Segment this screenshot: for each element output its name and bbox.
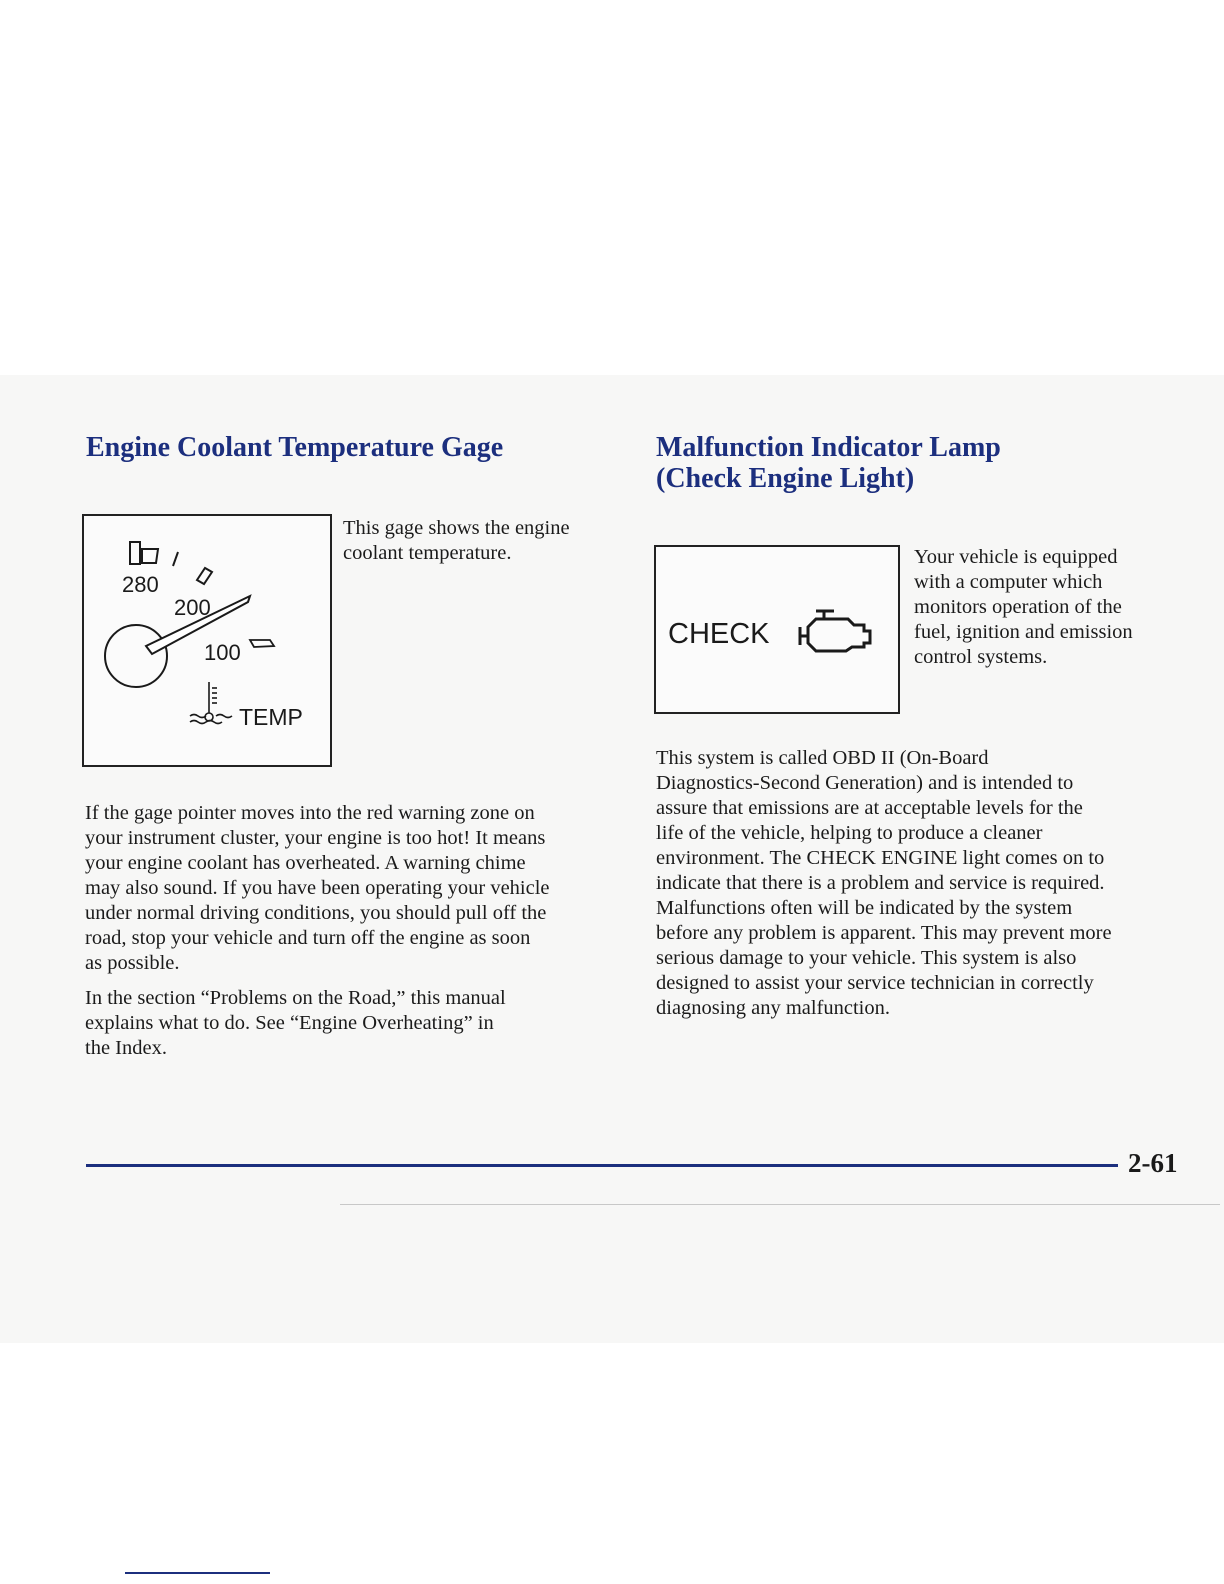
see-index-paragraph [85,986,630,1061]
scale-label-100: 100 [204,640,241,665]
paragraph-line: In the section “Problems on the Road,” this manual [85,987,506,1009]
obd-ii-paragraph [656,746,1201,1021]
gage-dial-hub [105,625,167,687]
mil-caption-line: Your vehicle is equipped [914,546,1118,568]
paragraph-line: indicate that there is a problem and service is required. [656,872,1105,894]
paragraph-line: as possible. [85,952,180,974]
footer-shadow-rule [340,1204,1220,1205]
paragraph-line: life of the vehicle, helping to produce a cleaner [656,822,1043,844]
bottom-mark [125,1572,270,1574]
overheat-coolant-icon [130,542,178,566]
cold-coolant-icon [250,640,274,647]
paragraph-line: the Index. [85,1037,167,1059]
footer-rule [86,1164,1118,1167]
paragraph-line: your instrument cluster, your engine is too hot! It means [85,827,546,849]
section-subheading-check-engine: (Check Engine Light) [656,463,915,494]
mil-caption-line: with a computer which [914,571,1103,593]
paragraph-line: If the gage pointer moves into the red warning zone on [85,802,535,824]
paragraph-line: explains what to do. See “Engine Overheating” in [85,1012,494,1034]
section-heading-coolant-gage: Engine Coolant Temperature Gage [86,432,504,463]
paragraph-line: Diagnostics-Second Generation) and is intended to [656,772,1074,794]
scale-label-280: 280 [122,572,159,597]
paragraph-line: assure that emissions are at acceptable levels for the [656,797,1083,819]
paragraph-line: diagnosing any malfunction. [656,997,890,1019]
mil-caption [914,545,1194,670]
gage-caption [343,516,613,566]
paragraph-line: under normal driving conditions, you should pull off the [85,902,547,924]
page-number: 2-61 [1128,1148,1178,1178]
gage-label-temp: TEMP [239,704,303,730]
mil-caption-line: monitors operation of the [914,596,1122,618]
paragraph-line: environment. The CHECK ENGINE light comes on to [656,847,1105,869]
paragraph-line: your engine coolant has overheated. A warning chime [85,852,526,874]
paragraph-line: before any problem is apparent. This may prevent more [656,922,1112,944]
paragraph-line: serious damage to your vehicle. This system is also [656,947,1077,969]
thermometer-in-coolant-icon [190,682,232,724]
lamp-label-check: CHECK [668,618,770,650]
coolant-gage-illustration [82,514,332,767]
check-engine-drawing [656,547,898,712]
mil-caption-line: control systems. [914,646,1048,668]
section-heading-mil: Malfunction Indicator Lamp [656,432,1001,463]
paragraph-line: Malfunctions often will be indicated by the system [656,897,1073,919]
coolant-gage-drawing [84,516,330,765]
engine-icon [800,611,870,651]
gage-caption-line: This gage shows the engine [343,517,570,539]
check-engine-lamp-illustration [654,545,900,714]
paragraph-line: designed to assist your service technician in correctly [656,972,1094,994]
mil-caption-line: fuel, ignition and emission [914,621,1133,643]
overheat-warning-paragraph [85,801,630,976]
paragraph-line: This system is called OBD II (On-Board [656,747,989,769]
warning-tick-mark [197,568,212,584]
paragraph-line: road, stop your vehicle and turn off the engine as soon [85,927,531,949]
paragraph-line: may also sound. If you have been operating your vehicle [85,877,550,899]
gage-caption-line: coolant temperature. [343,542,512,564]
scale-label-200: 200 [174,595,211,620]
